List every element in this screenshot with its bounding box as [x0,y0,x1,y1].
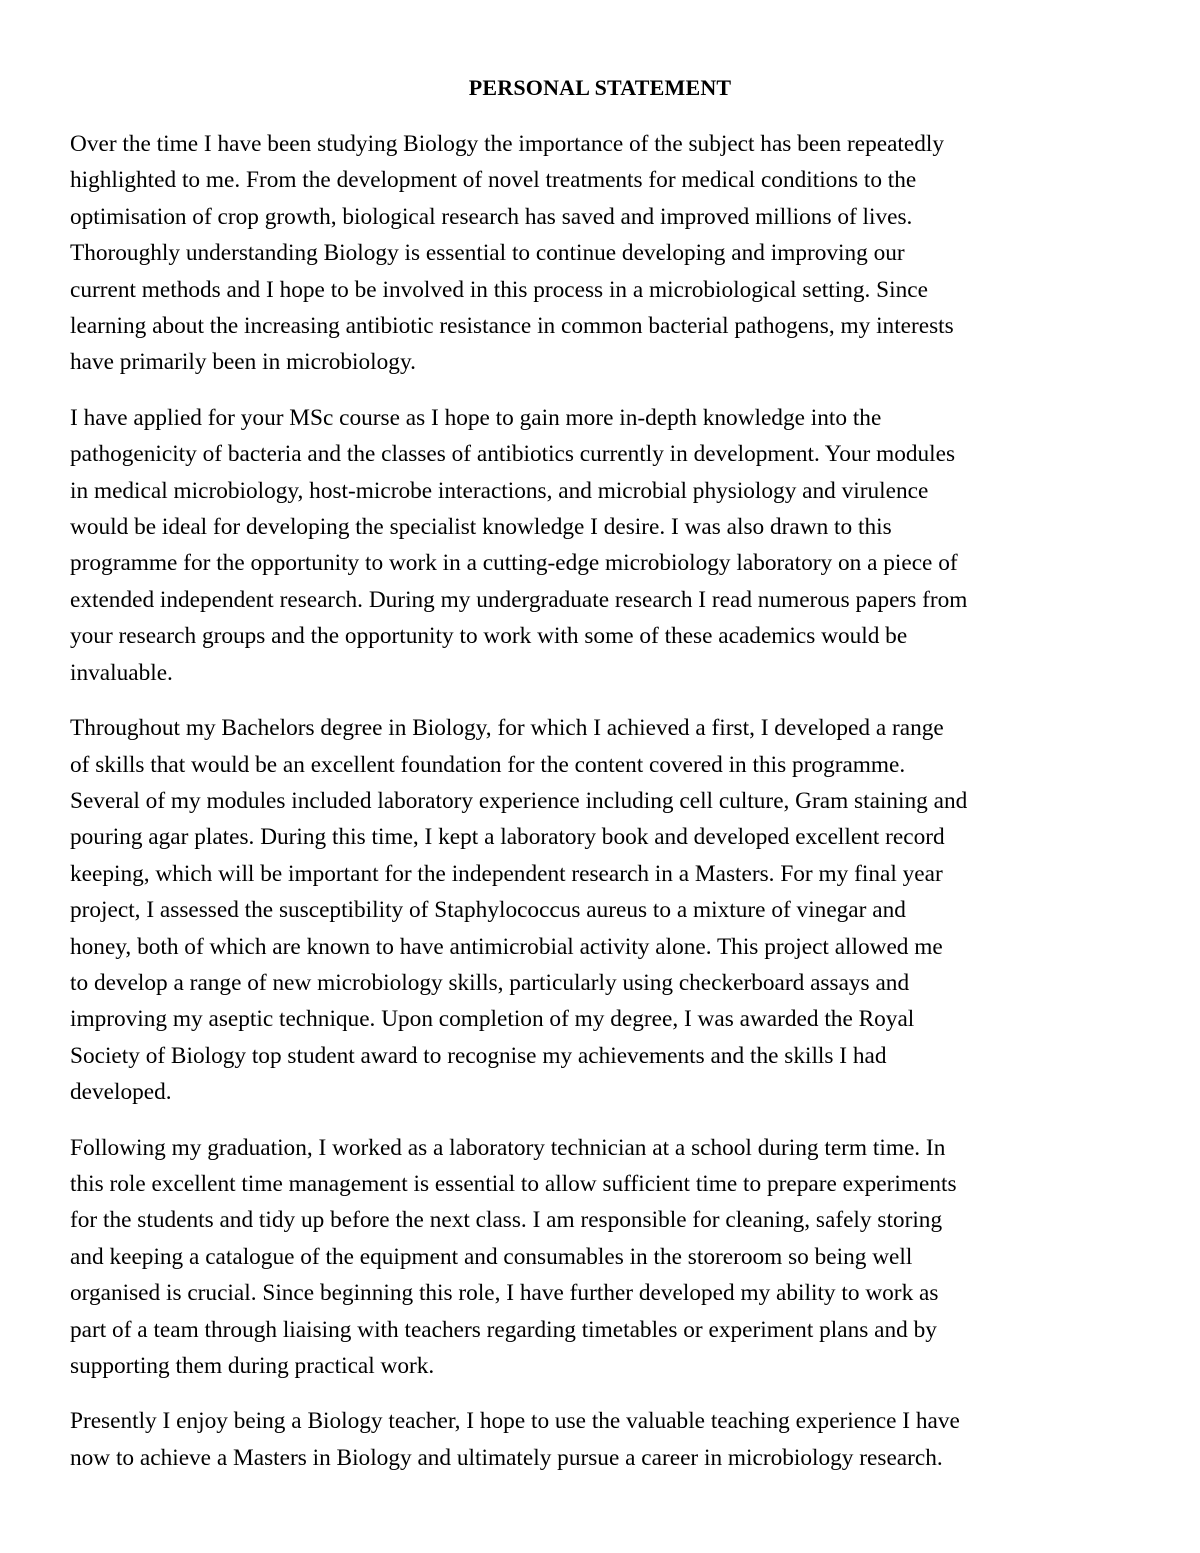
document-body [70,126,1140,1495]
paragraph-line: improving my aseptic technique. Upon completion of my degree, I was awarded the Royal [70,1006,915,1033]
paragraph-line: to develop a range of new microbiology skills, particularly using checkerboard assays and [70,969,910,996]
paragraph-line: would be ideal for developing the specialist knowledge I desire. I was also drawn to this [70,514,892,541]
paragraph-line: in medical microbiology, host-microbe interactions, and microbial physiology and virulence [70,477,929,504]
paragraph-line: organised is crucial. Since beginning this role, I have further developed my ability to work as [70,1280,939,1307]
paragraph-line: highlighted to me. From the development of novel treatments for medical conditions to the [70,167,917,194]
paragraph [70,1403,1140,1476]
paragraph-line: Throughout my Bachelors degree in Biology, for which I achieved a first, I developed a range [70,715,944,742]
paragraph-line: now to achieve a Masters in Biology and ultimately pursue a career in microbiology research. [70,1444,943,1471]
paragraph-line: part of a team through liaising with teachers regarding timetables or experiment plans and by [70,1316,937,1343]
paragraph-line: and keeping a catalogue of the equipment and consumables in the storeroom so being well [70,1243,913,1270]
paragraph-line: optimisation of crop growth, biological research has saved and improved millions of lives. [70,203,913,230]
paragraph-line: for the students and tidy up before the next class. I am responsible for cleaning, safely storing [70,1207,943,1234]
paragraph-line: honey, both of which are known to have antimicrobial activity alone. This project allowed me [70,933,943,960]
paragraph-line: have primarily been in microbiology. [70,349,416,376]
paragraph [70,126,1140,381]
paragraph-line: keeping, which will be important for the independent research in a Masters. For my final year [70,860,943,887]
paragraph [70,1130,1140,1385]
paragraph-line: supporting them during practical work. [70,1353,435,1379]
paragraph-line: pathogenicity of bacteria and the classes of antibiotics currently in development. Your modules [70,441,956,468]
paragraph-line: developed. [70,1079,172,1106]
paragraph-line: Thoroughly understanding Biology is essential to continue developing and improving our [70,240,905,267]
document-title: PERSONAL STATEMENT [468,75,732,100]
paragraph-line: I have applied for your MSc course as I hope to gain more in-depth knowledge into the [70,404,882,431]
paragraph-line: Society of Biology top student award to recognise my achievements and the skills I had [70,1042,887,1069]
paragraph-line: Several of my modules included laboratory experience including cell culture, Gram staining and [70,787,968,814]
paragraph-line: project, I assessed the susceptibility of Staphylococcus aureus to a mixture of vinegar and [70,897,906,924]
paragraph-line: learning about the increasing antibiotic resistance in common bacterial pathogens, my interests [70,313,954,340]
paragraph-line: your research groups and the opportunity to work with some of these academics would be [70,623,908,650]
paragraph-line: programme for the opportunity to work in a cutting-edge microbiology laboratory on a piece of [70,550,958,577]
paragraph [70,400,1140,691]
paragraph-line: Over the time I have been studying Biology the importance of the subject has been repeatedly [70,131,944,157]
paragraph-line: current methods and I hope to be involved in this process in a microbiological setting. Since [70,276,928,303]
paragraph-line: Presently I enjoy being a Biology teacher, I hope to use the valuable teaching experience I have [70,1408,960,1435]
paragraph-line: of skills that would be an excellent foundation for the content covered in this programme. [70,751,906,778]
paragraph-line: this role excellent time management is essential to allow sufficient time to prepare experiments [70,1170,957,1197]
paragraph-line: extended independent research. During my undergraduate research I read numerous papers from [70,586,968,613]
paragraph-line: pouring agar plates. During this time, I kept a laboratory book and developed excellent record [70,824,945,851]
paragraph-line: invaluable. [70,659,173,686]
paragraph [70,710,1140,1110]
paragraph-line: Following my graduation, I worked as a laboratory technician at a school during term time. In [70,1134,946,1161]
